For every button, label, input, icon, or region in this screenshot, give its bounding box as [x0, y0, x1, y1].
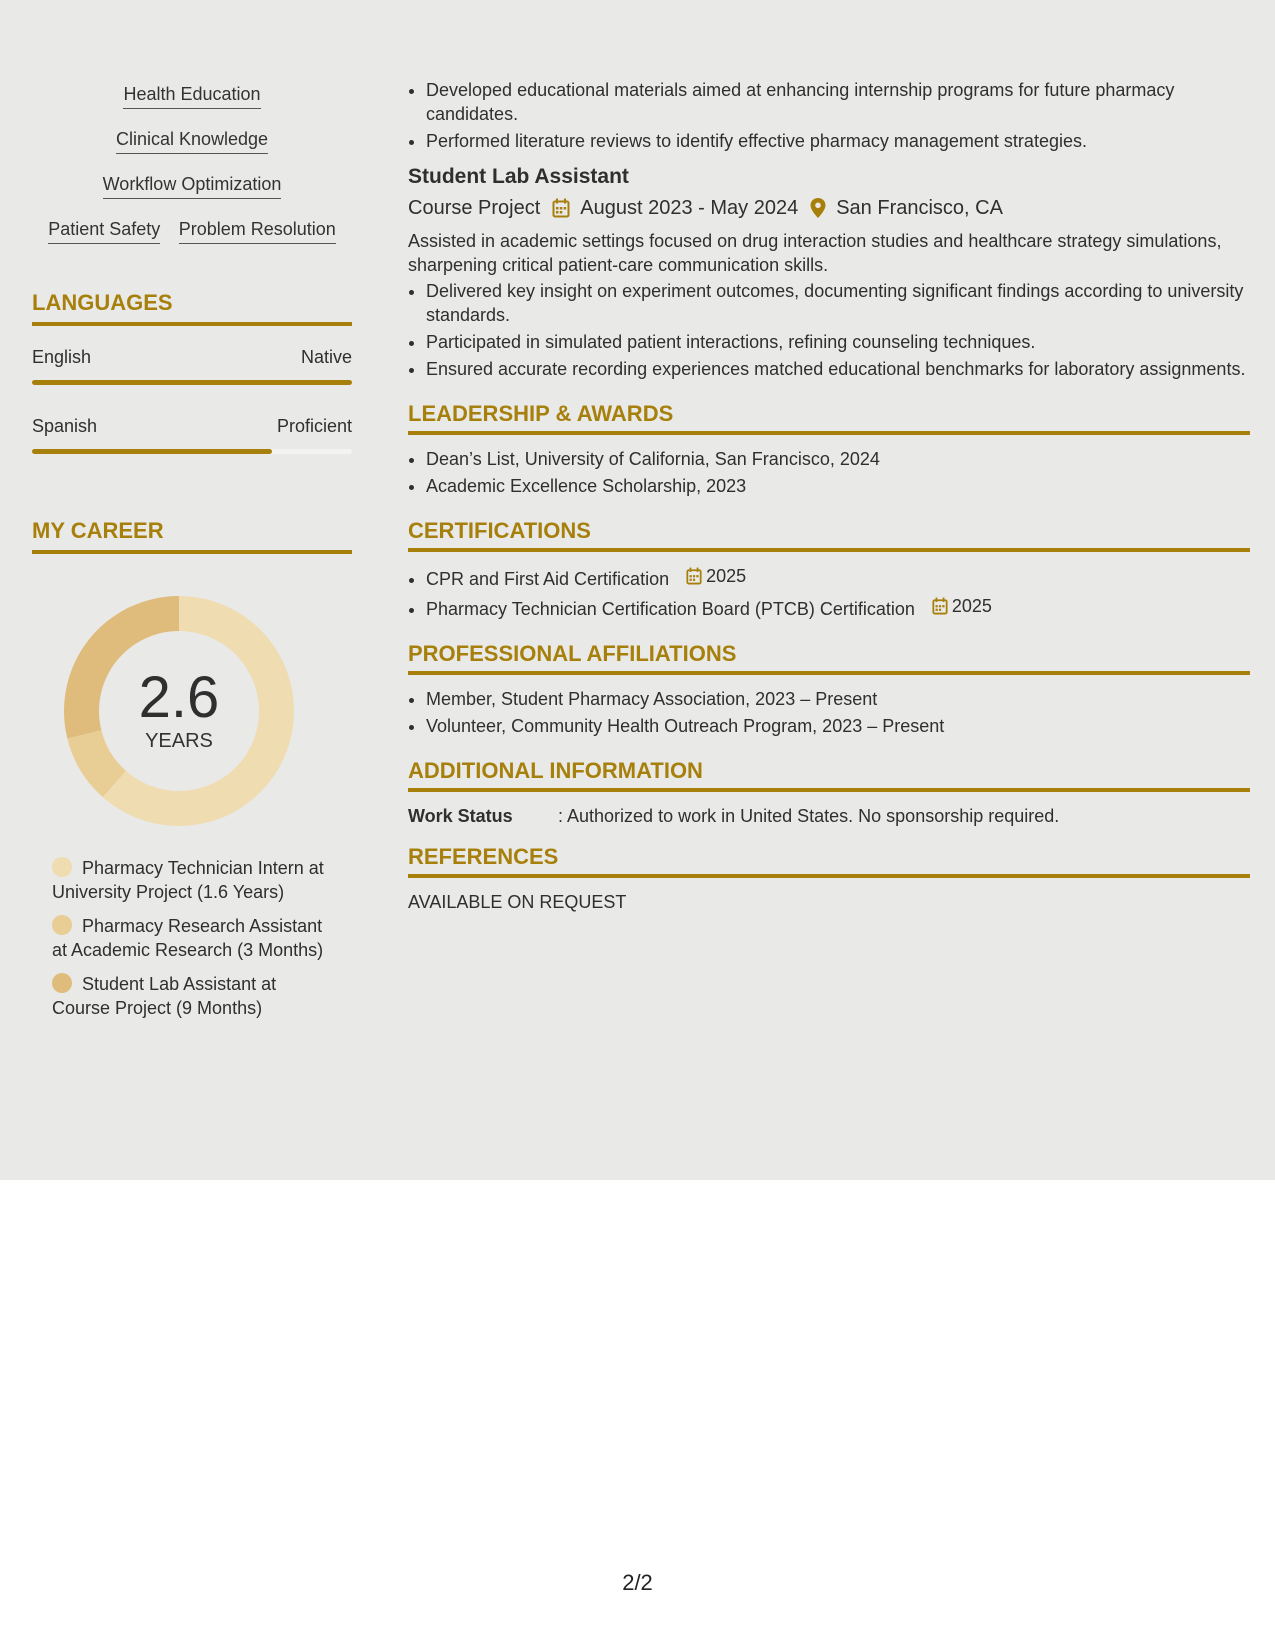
skill-tag: Health Education	[123, 82, 260, 109]
job-description: Assisted in academic settings focused on drug interaction studies and healthcare strategy simulations, sharpening critical patient-care communication skills.	[408, 231, 1222, 275]
work-status-value: : Authorized to work in United States. No sponsorship required.	[558, 806, 1060, 826]
career-donut	[64, 596, 294, 826]
language-bar-fill	[32, 380, 352, 385]
affiliations-list	[408, 687, 1250, 738]
certification-name: Pharmacy Technician Certification Board (PTCB) Certification	[426, 599, 915, 619]
legend-item	[52, 972, 332, 1020]
work-status-row	[408, 804, 1250, 828]
calendar-icon	[686, 567, 702, 585]
legend-dot	[52, 915, 72, 935]
bullet-item: • Performed literature reviews to identify effective pharmacy management strategies.	[426, 129, 1250, 153]
legend-item	[52, 856, 332, 904]
skill-tag: Clinical Knowledge	[116, 127, 268, 154]
leadership-list	[408, 447, 1250, 498]
career-total: 2.6	[138, 665, 220, 730]
work-status-label: Work Status	[408, 806, 513, 826]
language-bar	[32, 380, 352, 385]
certification-year: 2025	[706, 566, 747, 586]
job-org: Course Project	[408, 197, 541, 219]
location-pin-icon	[810, 198, 826, 218]
certifications-heading: CERTIFICATIONS	[408, 518, 1250, 552]
bullet-item: • Developed educational materials aimed at enhancing internship programs for future pharmacy candidates.	[426, 78, 1250, 126]
bullet-item: • Participated in simulated patient interactions, refining counseling techniques.	[426, 330, 1250, 354]
certifications-list	[408, 564, 1250, 621]
skill-row	[32, 82, 352, 109]
affiliation-item: • Member, Student Pharmacy Association, 2023 – Present	[426, 687, 1250, 711]
language-item	[32, 415, 352, 454]
bullet-item: • Delivered key insight on experiment outcomes, documenting significant findings according to university standards.	[426, 279, 1250, 327]
job-bullets	[408, 279, 1250, 381]
previous-job-bullets	[408, 78, 1250, 153]
language-bar-fill	[32, 449, 272, 454]
language-item	[32, 346, 352, 385]
skill-tag: Patient Safety	[48, 217, 160, 244]
languages-heading: LANGUAGES	[32, 290, 352, 326]
certification-item	[426, 594, 1250, 621]
legend-item	[52, 914, 332, 962]
language-name: English	[32, 347, 92, 367]
skill-row	[32, 127, 352, 154]
page-number: 2/2	[622, 1570, 653, 1595]
affiliation-item: • Volunteer, Community Health Outreach Program, 2023 – Present	[426, 714, 1250, 738]
job-title: Student Lab Assistant	[408, 165, 629, 188]
legend-label: Pharmacy Technician Intern at University Project (1.6 Years)	[52, 858, 324, 902]
skill-row	[32, 217, 352, 244]
career-unit: YEARS	[145, 730, 213, 752]
certification-name: CPR and First Aid Certification	[426, 569, 670, 589]
leadership-heading: LEADERSHIP & AWARDS	[408, 401, 1250, 435]
award-item: • Dean’s List, University of California, San Francisco, 2024	[426, 447, 1250, 471]
legend-dot	[52, 973, 72, 993]
language-level: Proficient	[276, 416, 352, 436]
job-dates: August 2023 - May 2024	[580, 197, 799, 219]
language-name: Spanish	[32, 416, 98, 436]
additional-info-heading: ADDITIONAL INFORMATION	[408, 758, 1250, 792]
bullet-item: • Ensured accurate recording experiences matched educational benchmarks for laboratory assignments.	[426, 357, 1250, 381]
legend-dot	[52, 857, 72, 877]
career-heading: MY CAREER	[32, 518, 352, 554]
affiliations-heading: PROFESSIONAL AFFILIATIONS	[408, 641, 1250, 675]
legend-label: Student Lab Assistant at Course Project (9 Months)	[52, 974, 277, 1018]
right-column	[408, 78, 1250, 914]
job-location: San Francisco, CA	[836, 197, 1003, 219]
language-bar	[32, 449, 352, 454]
certification-year: 2025	[951, 596, 992, 616]
award-item: • Academic Excellence Scholarship, 2023	[426, 474, 1250, 498]
skill-row	[32, 172, 352, 199]
legend-label: Pharmacy Research Assistant at Academic Research (3 Months)	[52, 916, 324, 960]
certification-item	[426, 564, 1250, 591]
left-column	[32, 82, 352, 1030]
skills-list	[32, 82, 352, 244]
references-text: AVAILABLE ON REQUEST	[408, 892, 627, 912]
career-legend	[52, 856, 332, 1020]
job-meta	[408, 195, 1250, 221]
calendar-icon	[932, 597, 948, 615]
calendar-icon	[552, 198, 570, 218]
skill-tag: Problem Resolution	[179, 217, 336, 244]
references-heading: REFERENCES	[408, 844, 1250, 878]
language-level: Native	[300, 347, 352, 367]
skill-tag: Workflow Optimization	[103, 172, 282, 199]
